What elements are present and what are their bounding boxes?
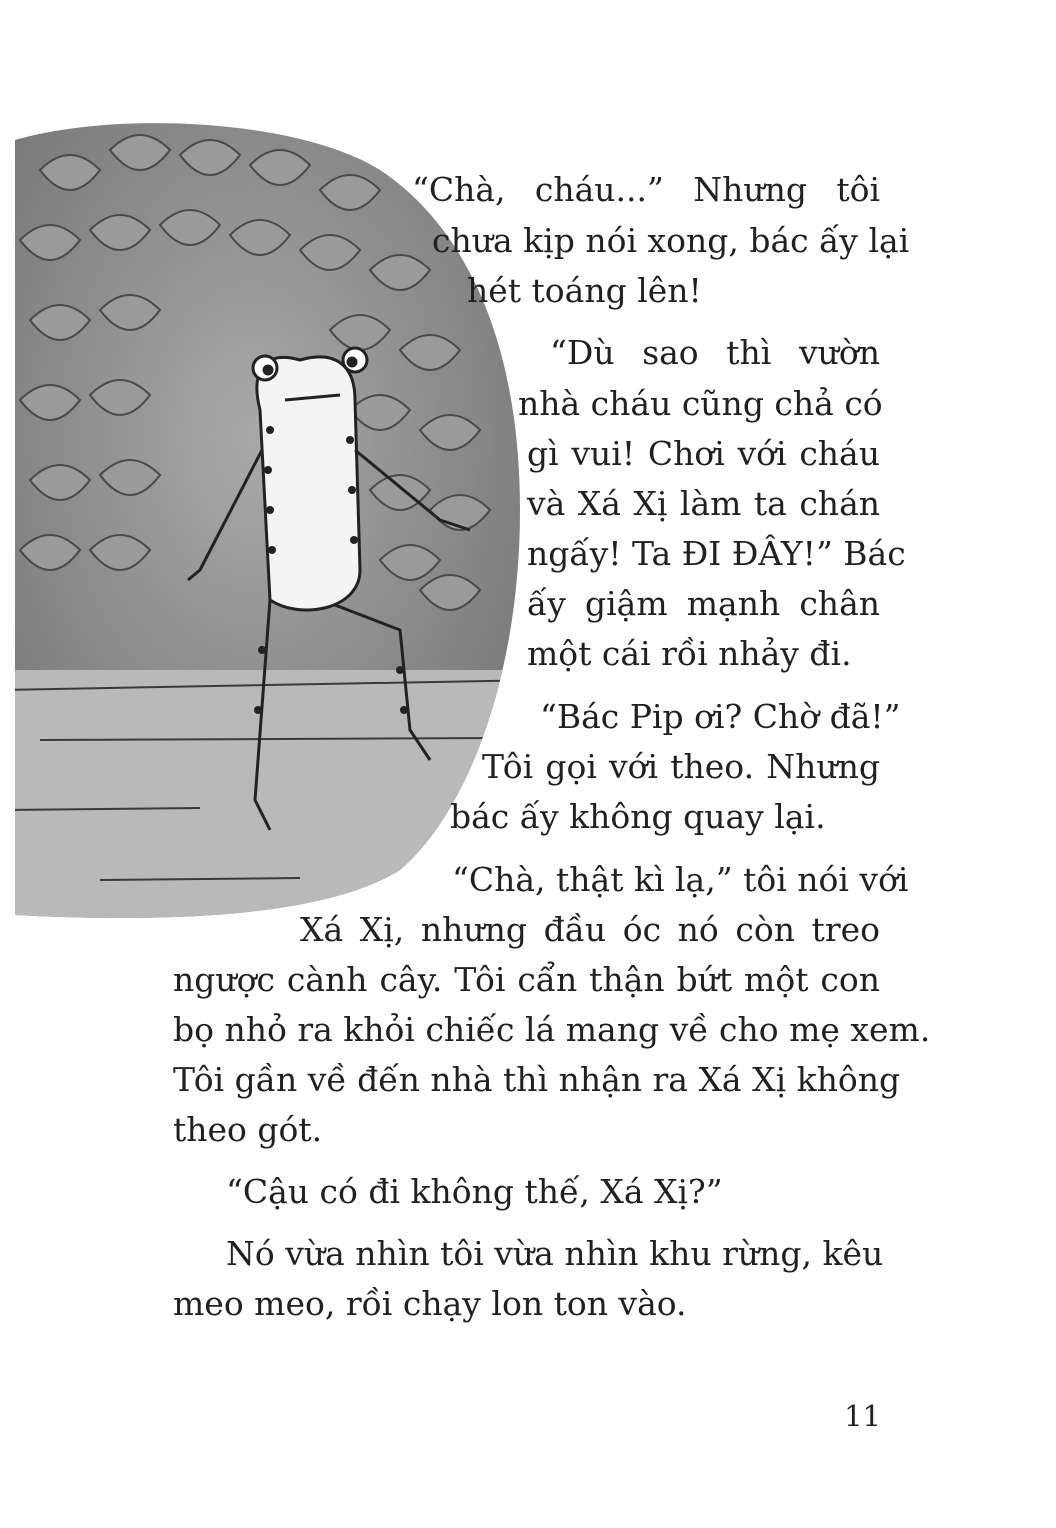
text-line: chưa kịp nói xong, bác ấy lại	[432, 221, 910, 260]
text-line: theo gót.	[173, 1110, 323, 1149]
text-line: bác ấy không quay lại.	[450, 797, 826, 836]
text-line: “Dù sao thì vườn	[550, 333, 880, 372]
text-line: nhà cháu cũng chả có	[518, 384, 883, 423]
text-line: ngược cành cây. Tôi cẩn thận bứt một con	[173, 960, 880, 999]
text-line: “Bác Pip ơi? Chờ đã!”	[540, 697, 901, 736]
text-line: meo meo, rồi chạy lon ton vào.	[173, 1284, 687, 1323]
text-line: Nó vừa nhìn tôi vừa nhìn khu rừng, kêu	[226, 1234, 884, 1273]
text-line: và Xá Xị làm ta chán	[527, 484, 880, 523]
text-line: Tôi gọi với theo. Nhưng	[482, 747, 880, 786]
text-line: “Cậu có đi không thế, Xá Xị?”	[226, 1172, 723, 1211]
text-line: hét toáng lên!	[467, 271, 702, 310]
text-line: Tôi gần về đến nhà thì nhận ra Xá Xị không	[173, 1060, 901, 1099]
text-line: gì vui! Chơi với cháu	[527, 434, 880, 473]
text-line: ấy giậm mạnh chân	[527, 584, 880, 623]
text-line: “Chà, cháu...” Nhưng tôi	[412, 170, 880, 209]
text-line: một cái rồi nhảy đi.	[527, 634, 852, 673]
text-line: bọ nhỏ ra khỏi chiếc lá mang về cho mẹ xem.	[173, 1010, 931, 1049]
page-number: 11	[844, 1399, 881, 1433]
text-line: ngấy! Ta ĐI ĐÂY!” Bác	[527, 534, 906, 573]
text-line: “Chà, thật kì lạ,” tôi nói với	[452, 860, 909, 899]
text-line: Xá Xị, nhưng đầu óc nó còn treo	[300, 910, 880, 949]
